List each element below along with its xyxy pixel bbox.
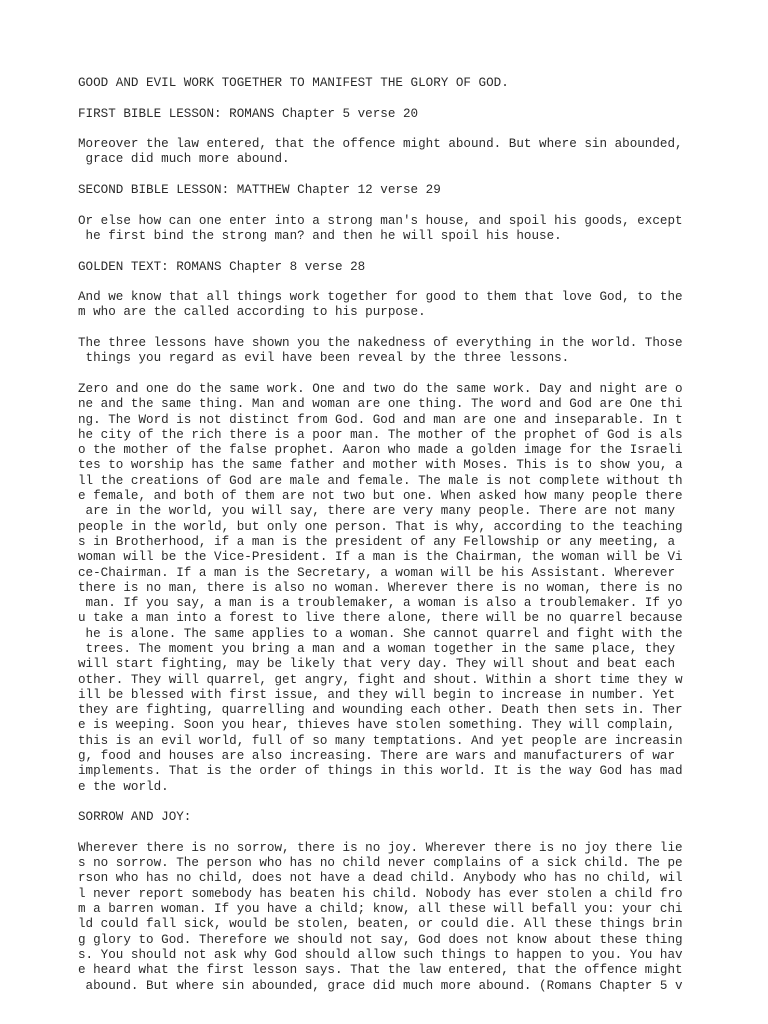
text-line: he city of the rich there is a poor man. The mother of the prophet of God is als <box>78 427 683 442</box>
text-line: people in the world, but only one person. That is why, according to the teaching <box>78 519 683 534</box>
paragraph <box>78 290 698 321</box>
text-line: Moreover the law entered, that the offence might abound. But where sin abounded, <box>78 137 683 152</box>
paragraph <box>78 214 698 245</box>
text-line: Wherever there is no sorrow, there is no joy. Wherever there is no joy there lie <box>78 840 683 855</box>
paragraph <box>78 810 698 825</box>
text-line: u take a man into a forest to live there alone, there will be no quarrel because <box>78 611 683 626</box>
text-line: s. You should not ask why God should allow such things to happen to you. You hav <box>78 947 683 962</box>
text-line: tes to worship has the same father and mother with Moses. This is to show you, a <box>78 458 683 473</box>
text-line: m a barren woman. If you have a child; know, all these will befall you: your chi <box>78 902 683 917</box>
text-line: will start fighting, may be likely that very day. They will shout and beat each <box>78 657 676 672</box>
text-line: trees. The moment you bring a man and a woman together in the same place, they <box>78 641 676 656</box>
text-line: ng. The Word is not distinct from God. God and man are one and inseparable. In t <box>78 412 683 427</box>
text-line: grace did much more abound. <box>78 152 290 167</box>
text-line: SECOND BIBLE LESSON: MATTHEW Chapter 12 verse 29 <box>78 183 441 198</box>
document-page <box>78 76 698 1009</box>
text-line: abound. But where sin abounded, grace did much more abound. (Romans Chapter 5 v <box>78 978 683 993</box>
text-line: other. They will quarrel, get angry, fight and shout. Within a short time they w <box>78 672 683 687</box>
text-line: he is alone. The same applies to a woman. She cannot quarrel and fight with the <box>78 626 683 641</box>
text-line: Or else how can one enter into a strong man's house, and spoil his goods, except <box>78 213 683 228</box>
paragraph <box>78 841 698 994</box>
text-line: GOOD AND EVIL WORK TOGETHER TO MANIFEST THE GLORY OF GOD. <box>78 76 509 90</box>
text-line: he first bind the strong man? and then he will spoil his house. <box>78 228 562 243</box>
text-line: rson who has no child, does not have a dead child. Anybody who has no child, wil <box>78 871 683 886</box>
text-line: ne and the same thing. Man and woman are one thing. The word and God are One thi <box>78 397 683 412</box>
text-line: ce-Chairman. If a man is the Secretary, a woman will be his Assistant. Wherever <box>78 565 676 580</box>
paragraph <box>78 183 698 198</box>
text-line: s in Brotherhood, if a man is the president of any Fellowship or any meeting, a <box>78 534 676 549</box>
text-line: m who are the called according to his purpose. <box>78 305 426 320</box>
text-line: e female, and both of them are not two but one. When asked how many people there <box>78 489 683 504</box>
text-line: things you regard as evil have been reveal by the three lessons. <box>78 351 570 366</box>
text-line: g, food and houses are also increasing. There are wars and manufacturers of war <box>78 749 676 764</box>
text-line: woman will be the Vice-President. If a man is the Chairman, the woman will be Vi <box>78 550 683 565</box>
text-line: And we know that all things work together for good to them that love God, to the <box>78 290 683 305</box>
text-line: are in the world, you will say, there are very many people. There are not many <box>78 504 676 519</box>
text-line: this is an evil world, full of so many temptations. And yet people are increasin <box>78 733 683 748</box>
text-line: ll the creations of God are male and female. The male is not complete without th <box>78 473 683 488</box>
text-line: Zero and one do the same work. One and two do the same work. Day and night are o <box>78 381 683 396</box>
text-line: e the world. <box>78 779 169 794</box>
text-line: l never report somebody has beaten his child. Nobody has ever stolen a child fro <box>78 886 683 901</box>
text-line: e is weeping. Soon you hear, thieves have stolen something. They will complain, <box>78 718 676 733</box>
paragraph <box>78 137 698 168</box>
text-line: GOLDEN TEXT: ROMANS Chapter 8 verse 28 <box>78 259 366 274</box>
text-line: there is no man, there is also no woman. Wherever there is no woman, there is no <box>78 580 683 595</box>
text-line: they are fighting, quarrelling and wounding each other. Death then sets in. Ther <box>78 703 683 718</box>
text-line: e heard what the first lesson says. That the law entered, that the offence might <box>78 963 683 978</box>
paragraph <box>78 107 698 122</box>
text-line: SORROW AND JOY: <box>78 810 192 825</box>
text-line: s no sorrow. The person who has no child never complains of a sick child. The pe <box>78 856 683 871</box>
text-line: FIRST BIBLE LESSON: ROMANS Chapter 5 verse 20 <box>78 106 419 121</box>
text-line: o the mother of the false prophet. Aaron who made a golden image for the Israeli <box>78 443 683 458</box>
text-line: g glory to God. Therefore we should not say, God does not know about these thing <box>78 932 683 947</box>
paragraph <box>78 76 698 91</box>
paragraph <box>78 260 698 275</box>
text-line: implements. That is the order of things in this world. It is the way God has mad <box>78 764 683 779</box>
paragraph <box>78 382 698 795</box>
text-line: ld could fall sick, would be stolen, beaten, or could die. All these things brin <box>78 917 683 932</box>
paragraph <box>78 336 698 367</box>
text-line: ill be blessed with first issue, and they will begin to increase in number. Yet <box>78 687 676 702</box>
text-line: man. If you say, a man is a troublemaker, a woman is also a troublemaker. If yo <box>78 596 683 611</box>
text-line: The three lessons have shown you the nakedness of everything in the world. Those <box>78 336 683 351</box>
